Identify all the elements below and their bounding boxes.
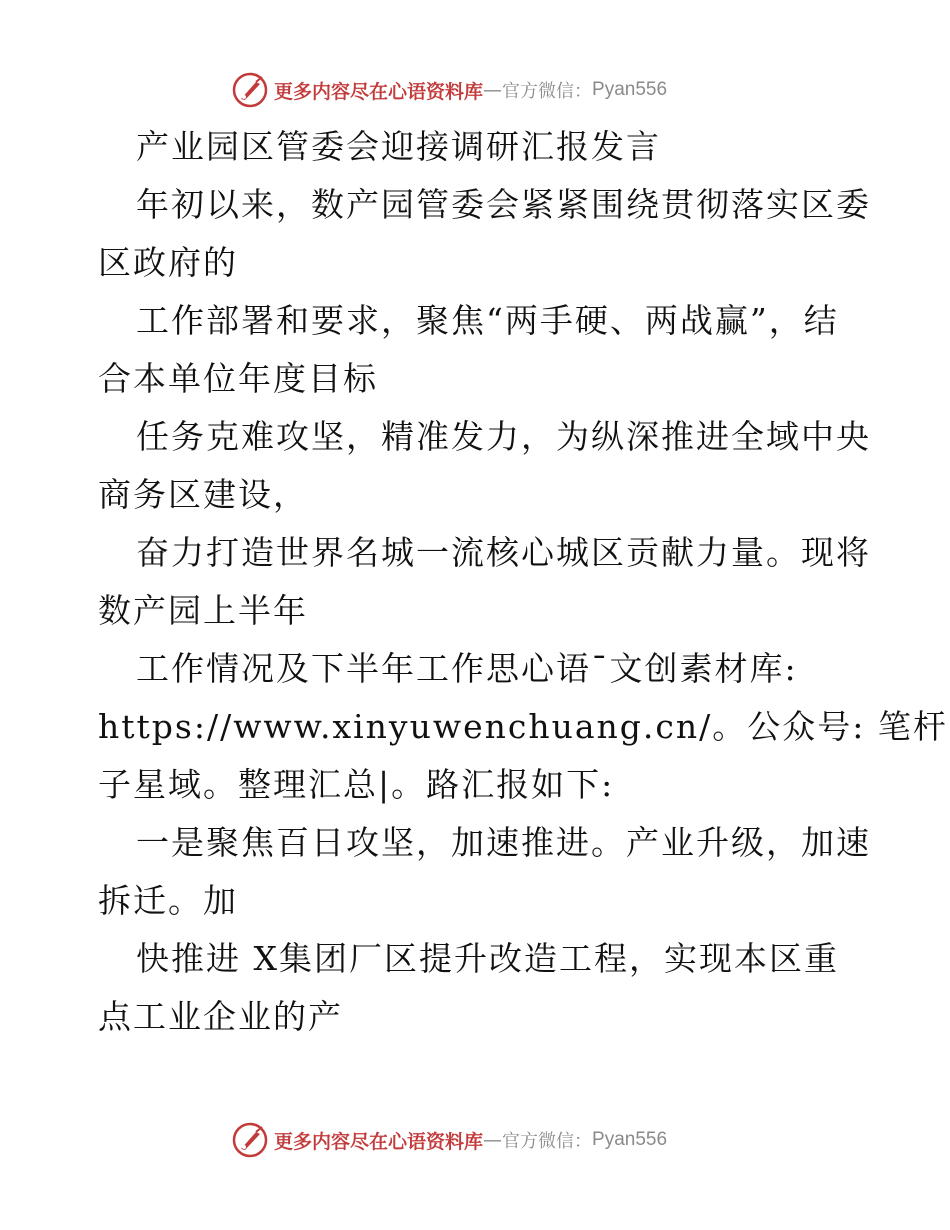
- watermark-banner-bottom: [232, 1120, 667, 1160]
- quill-pen-logo-icon: [232, 1122, 268, 1158]
- paragraph-line: 工作情况及下半年工作思心语¯文创素材库:: [136, 649, 798, 688]
- watermark-banner-top: [232, 70, 667, 110]
- paragraph-line: 子星域。整理汇总|。路汇报如下:: [98, 765, 615, 804]
- wechat-id: Pyan556: [592, 1129, 668, 1150]
- paragraph-line: 拆迁。加: [98, 881, 238, 920]
- quill-pen-logo-icon: [232, 72, 268, 108]
- wechat-id: Pyan556: [592, 79, 668, 100]
- paragraph-line: 年初以来，数产园管委会紧紧围绕贯彻落实区委: [136, 185, 871, 224]
- document-body: [98, 118, 948, 1046]
- document-title: 产业园区管委会迎接调研汇报发言: [136, 127, 661, 166]
- paragraph-line: 数产园上半年: [98, 591, 308, 630]
- paragraph-line: 一是聚焦百日攻坚，加速推进。产业升级，加速: [136, 823, 871, 862]
- paragraph-line: 奋力打造世界名城一流核心城区贡献力量。现将: [136, 533, 871, 572]
- paragraph-line: 工作部署和要求，聚焦“两手硬、两战赢”，结: [136, 301, 839, 340]
- paragraph-line: 合本单位年度目标: [98, 359, 378, 398]
- paragraph-line: 点工业企业的产: [98, 997, 343, 1036]
- url-line: https://www.xinyuwenchuang.cn/。公众号: 笔杆: [98, 707, 948, 746]
- wechat-label: 官方微信：: [502, 1131, 593, 1152]
- watermark-text: 更多内容尽在心语资料库: [274, 1130, 484, 1153]
- wechat-label: 官方微信：: [502, 81, 593, 102]
- paragraph-line: 快推进 X集团厂区提升改造工程，实现本区重: [136, 939, 839, 978]
- paragraph-line: 商务区建设，: [98, 475, 308, 514]
- watermark-separator: —: [483, 79, 503, 101]
- paragraph-line: 任务克难攻坚，精准发力，为纵深推进全域中央: [136, 417, 871, 456]
- watermark-text: 更多内容尽在心语资料库: [274, 80, 484, 103]
- watermark-separator: —: [483, 1129, 503, 1151]
- paragraph-line: 区政府的: [98, 243, 238, 282]
